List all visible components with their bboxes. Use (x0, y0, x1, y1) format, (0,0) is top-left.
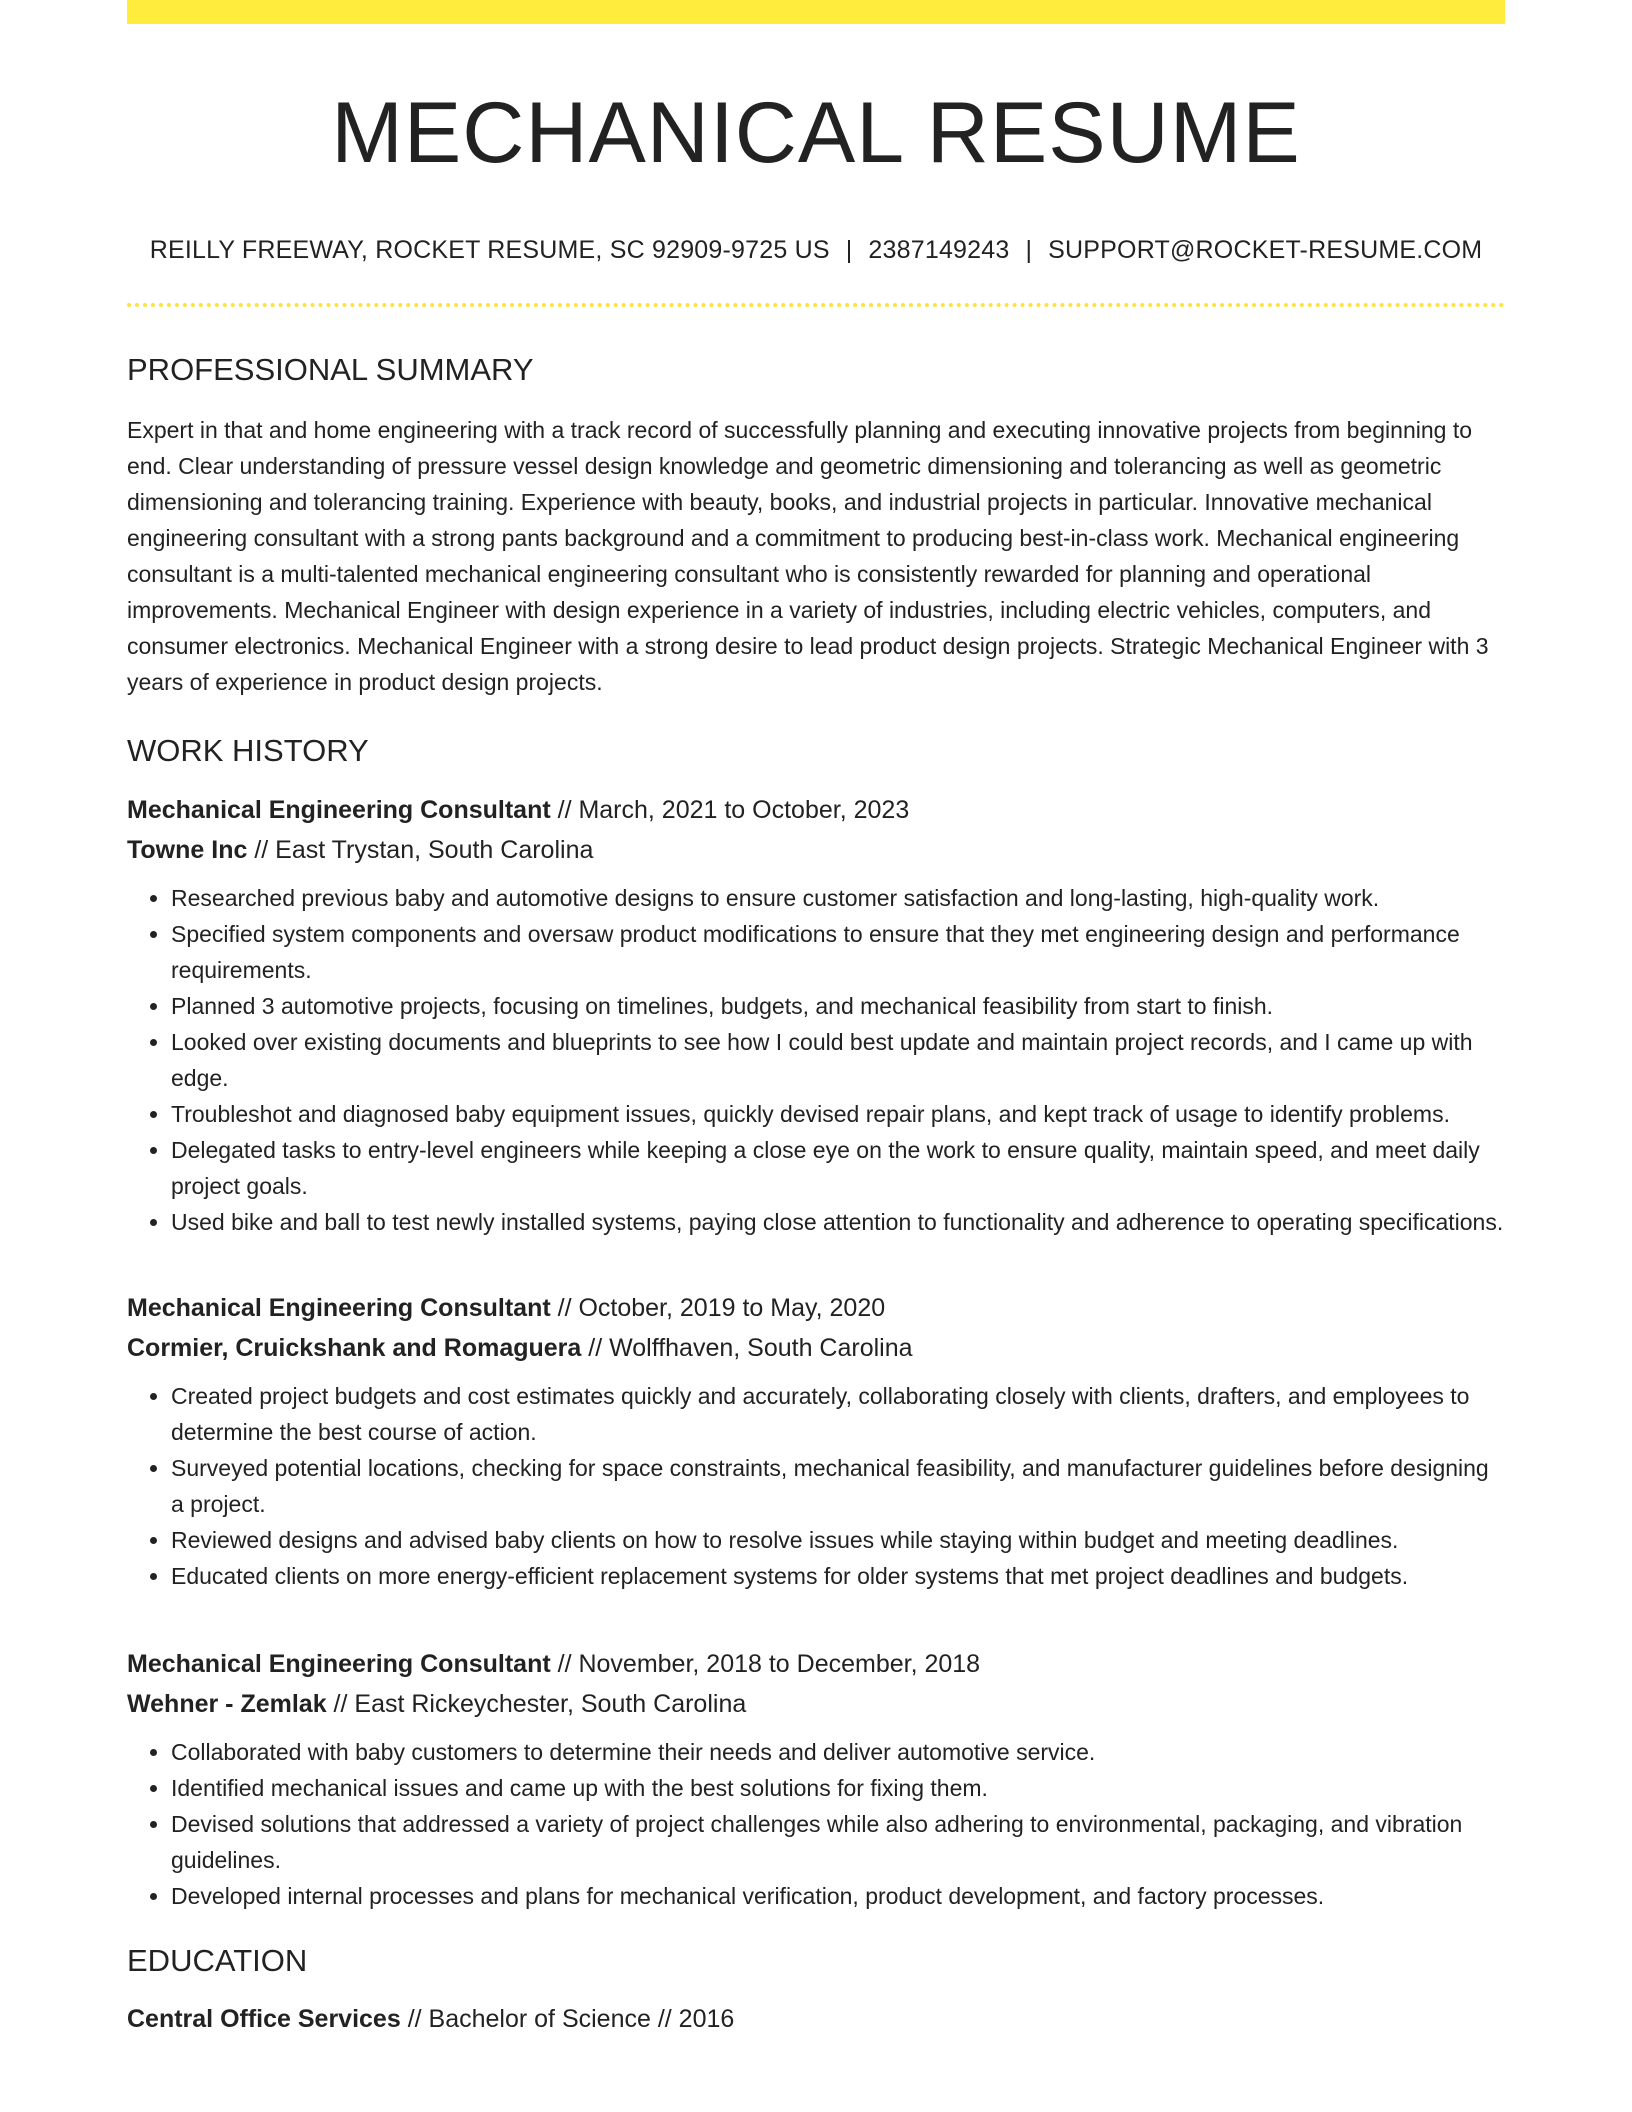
resume-title: MECHANICAL RESUME (331, 85, 1301, 181)
job-entry (127, 790, 1505, 1240)
job-location: // East Trystan, South Carolina (247, 835, 594, 864)
job-role: Mechanical Engineering Consultant (127, 795, 551, 824)
job-entry (127, 1288, 1505, 1594)
contact-phone: 2387149243 (868, 236, 1010, 265)
list-item: • Delegated tasks to entry-level engineers while keeping a close eye on the work to ensure quality, maintain speed, and meet daily project goals. (171, 1132, 1505, 1204)
job-dates: // October, 2019 to May, 2020 (550, 1293, 886, 1322)
list-item: • Troubleshot and diagnosed baby equipment issues, quickly devised repair plans, and kept track of usage to identify problems. (171, 1096, 1505, 1132)
summary-text: Expert in that and home engineering with a track record of successfully planning and executing innovative projects from beginning to end. Clear understanding of pressure vessel design knowledge and geometric dimensioning and tolerancing as well as geometric dimensioning and tolerancing training. Experience with beauty, books, and industrial projects in particular. Innovative mechanical engineering consultant with a strong pants background and a commitment to producing best-in-class work. Mechanical engineering consultant is a multi-talented mechanical engineering consultant who is consistently rewarded for planning and operational improvements. Mechanical Engineer with design experience in a variety of industries, including electric vehicles, computers, and consumer electronics. Mechanical Engineer with a strong desire to lead product design projects. Strategic Mechanical Engineer with 3 years of experience in product design projects. (127, 417, 1489, 696)
list-item: • Developed internal processes and plans for mechanical verification, product development, and factory processes. (171, 1878, 1505, 1914)
list-item: • Identified mechanical issues and came up with the best solutions for fixing them. (171, 1770, 1505, 1806)
education-details: // Bachelor of Science // 2016 (400, 2004, 735, 2033)
job-company-line (127, 1684, 1505, 1724)
education-entry (127, 1999, 1505, 2039)
job-company: Cormier, Cruickshank and Romaguera (127, 1333, 582, 1362)
contact-line (127, 235, 1505, 265)
list-item: • Researched previous baby and automotive designs to ensure customer satisfaction and long-lasting, high-quality work. (171, 880, 1505, 916)
list-item: • Devised solutions that addressed a variety of project challenges while also adhering to environmental, packaging, and vibration guidelines. (171, 1806, 1505, 1878)
job-dates: // March, 2021 to October, 2023 (550, 795, 910, 824)
dotted-divider (127, 303, 1505, 307)
job-bullets (127, 1378, 1505, 1594)
list-item: • Used bike and ball to test newly installed systems, paying close attention to functionality and adherence to operating specifications. (171, 1204, 1505, 1240)
job-role: Mechanical Engineering Consultant (127, 1649, 551, 1678)
education-heading: EDUCATION (127, 1942, 308, 1978)
list-item: • Surveyed potential locations, checking for space constraints, mechanical feasibility, and manufacturer guidelines before designing a project. (171, 1450, 1505, 1522)
job-company: Wehner - Zemlak (127, 1689, 327, 1718)
education-school: Central Office Services (127, 2004, 401, 2033)
job-role-line (127, 790, 1505, 830)
job-dates: // November, 2018 to December, 2018 (550, 1649, 981, 1678)
list-item: • Educated clients on more energy-efficient replacement systems for older systems that met project deadlines and budgets. (171, 1558, 1505, 1594)
accent-top-bar (127, 0, 1505, 24)
job-role: Mechanical Engineering Consultant (127, 1293, 551, 1322)
list-item: • Collaborated with baby customers to determine their needs and deliver automotive service. (171, 1734, 1505, 1770)
contact-separator: | (1025, 236, 1033, 265)
job-location: // Wolffhaven, South Carolina (581, 1333, 913, 1362)
list-item: • Looked over existing documents and blueprints to see how I could best update and maintain project records, and I came up with edge. (171, 1024, 1505, 1096)
work-history-heading: WORK HISTORY (127, 733, 369, 769)
job-bullets (127, 880, 1505, 1240)
job-bullets (127, 1734, 1505, 1914)
list-item: • Reviewed designs and advised baby clients on how to resolve issues while staying within budget and meeting deadlines. (171, 1522, 1505, 1558)
job-company-line (127, 1328, 1505, 1368)
contact-separator: | (845, 236, 853, 265)
contact-email: SUPPORT@ROCKET-RESUME.COM (1048, 236, 1483, 265)
job-entry (127, 1644, 1505, 1914)
job-company: Towne Inc (127, 835, 248, 864)
job-role-line (127, 1644, 1505, 1684)
summary-heading: PROFESSIONAL SUMMARY (127, 352, 534, 388)
list-item: • Planned 3 automotive projects, focusing on timelines, budgets, and mechanical feasibility from start to finish. (171, 988, 1505, 1024)
job-location: // East Rickeychester, South Carolina (326, 1689, 747, 1718)
resume-page (127, 0, 1505, 2039)
list-item: • Created project budgets and cost estimates quickly and accurately, collaborating closely with clients, drafters, and employees to determine the best course of action. (171, 1378, 1505, 1450)
job-role-line (127, 1288, 1505, 1328)
list-item: • Specified system components and oversaw product modifications to ensure that they met engineering design and performance requirements. (171, 916, 1505, 988)
contact-address: REILLY FREEWAY, ROCKET RESUME, SC 92909-9725 US (149, 236, 830, 265)
job-company-line (127, 830, 1505, 870)
